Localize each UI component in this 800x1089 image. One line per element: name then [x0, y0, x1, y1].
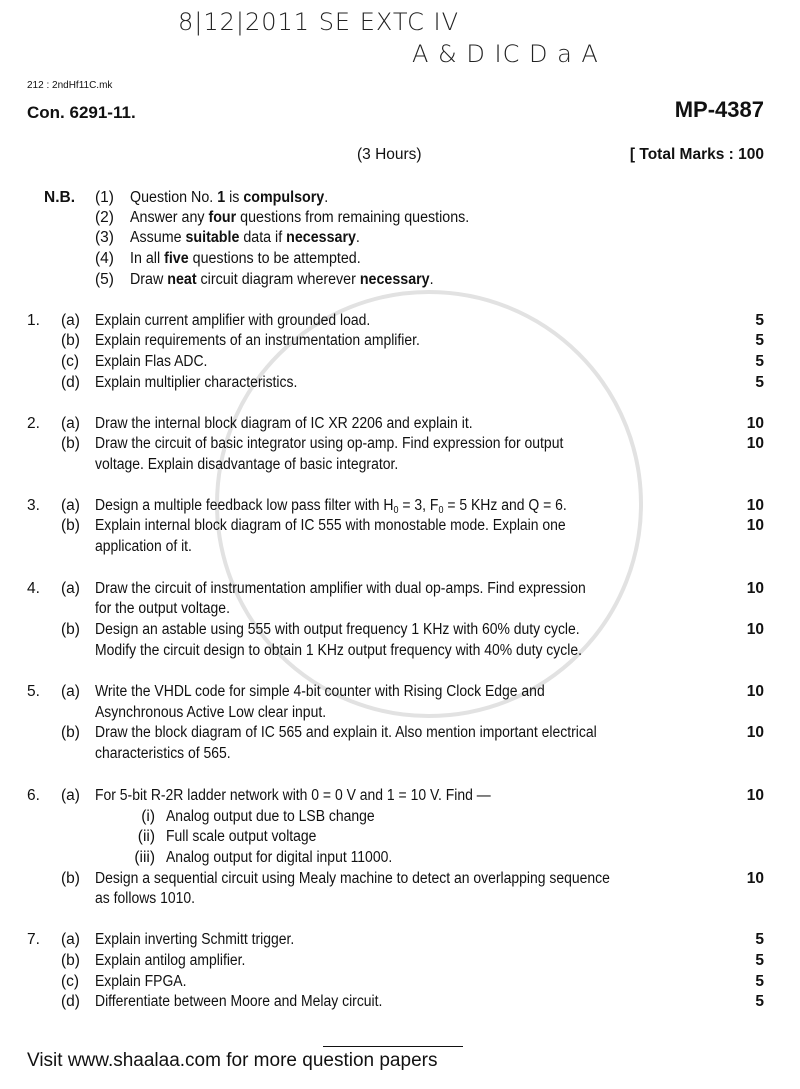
marks: 5: [755, 374, 764, 391]
nb-item-text: [130, 270, 434, 290]
footer-text: Visit www.shaalaa.com for more question papers: [27, 1050, 438, 1071]
question-1-line: [0, 311, 800, 331]
question-1-line: [0, 331, 800, 351]
subpart-line: [0, 807, 800, 827]
part-label: (b): [61, 870, 80, 887]
nb-item: [0, 228, 800, 248]
marks: 10: [746, 683, 764, 700]
marks: 10: [746, 870, 764, 887]
plain-text: .: [324, 189, 329, 206]
marks: 5: [755, 993, 764, 1010]
part-label: (a): [61, 787, 80, 804]
part-label: (b): [61, 435, 80, 452]
emphasis-text: necessary: [286, 229, 356, 246]
part-label: (b): [61, 621, 80, 638]
subpart-label: (ii): [137, 828, 155, 845]
nb-item: [0, 270, 800, 290]
plain-text: .: [429, 271, 434, 288]
question-7-line: [0, 992, 800, 1012]
question-text: Explain Flas ADC.: [95, 353, 208, 370]
emphasis-text: compulsory: [243, 189, 325, 206]
file-code: 212 : 2ndHf11C.mk: [27, 80, 113, 91]
question-5-line: [0, 744, 800, 764]
part-label: (b): [61, 332, 80, 349]
plain-text: questions from remaining questions.: [236, 209, 470, 226]
question-7-line: [0, 972, 800, 992]
plain-text: data if: [239, 229, 287, 246]
plain-text: .: [355, 229, 360, 246]
nb-item-number: (5): [95, 271, 114, 288]
part-label: (d): [61, 374, 80, 391]
question-text: Draw the circuit of instrumentation amplifier with dual op-amps. Find expression: [95, 580, 586, 597]
nb-item-text: [130, 228, 360, 248]
question-number: 7.: [27, 931, 40, 948]
plain-text: Assume: [130, 229, 186, 246]
question-text: characteristics of 565.: [95, 745, 231, 762]
question-text: as follows 1010.: [95, 890, 196, 907]
question-text: voltage. Explain disadvantage of basic integrator.: [95, 456, 399, 473]
question-text: Draw the circuit of basic integrator using op-amp. Find expression for output: [95, 435, 564, 452]
nb-item-text: [130, 188, 328, 208]
question-text: Design a multiple feedback low pass filter with $H_0 = 3$, $F_0 = 5$ KHz and Q = 6.: [95, 497, 567, 516]
question-text: application of it.: [95, 538, 192, 555]
subpart-line: [0, 848, 800, 868]
question-2-line: [0, 414, 800, 434]
nb-item-number: (2): [95, 209, 114, 226]
emphasis-text: necessary: [359, 271, 430, 288]
question-text: Differentiate between Moore and Melay circuit.: [95, 993, 383, 1010]
nb-item-number: (1): [95, 189, 114, 206]
marks: 10: [746, 415, 764, 432]
emphasis-text: four: [208, 209, 237, 226]
marks: 5: [755, 931, 764, 948]
question-text: Explain current amplifier with grounded load.: [95, 312, 371, 329]
part-label: (c): [61, 353, 80, 370]
question-5-line: [0, 723, 800, 743]
subpart-text: Full scale output voltage: [166, 828, 317, 845]
question-text: Explain internal block diagram of IC 555 with monostable mode. Explain one: [95, 517, 566, 534]
question-7-line: [0, 951, 800, 971]
question-number: 1.: [27, 312, 40, 329]
part-label: (a): [61, 497, 80, 514]
question-5-line: [0, 703, 800, 723]
duration: (3 Hours): [357, 146, 422, 163]
subpart-label: (i): [141, 808, 155, 825]
question-4-line: [0, 579, 800, 599]
nb-item: [0, 208, 800, 228]
total-marks: [ Total Marks : 100: [629, 146, 764, 163]
marks: 10: [746, 497, 764, 514]
question-2-line: [0, 434, 800, 454]
question-6-line: [0, 869, 800, 889]
paper-code: MP-4387: [674, 97, 764, 122]
nb-item-number: (3): [95, 229, 114, 246]
subpart-text: Analog output for digital input 11000.: [166, 849, 393, 866]
marks: 5: [755, 973, 764, 990]
question-text: Explain requirements of an instrumentation amplifier.: [95, 332, 420, 349]
question-6-line: [0, 786, 800, 806]
part-label: (b): [61, 517, 80, 534]
question-2-line: [0, 455, 800, 475]
emphasis-text: suitable: [185, 229, 240, 246]
question-text: Draw the block diagram of IC 565 and explain it. Also mention important electrical: [95, 724, 597, 741]
subpart-label: (iii): [134, 849, 155, 866]
plain-text: circuit diagram wherever: [196, 271, 360, 288]
question-3-line: [0, 496, 800, 516]
question-text: for the output voltage.: [95, 600, 230, 617]
handwritten-date-course: 8|12|2011 SE EXTC IV: [178, 8, 460, 36]
con-number: Con. 6291-11.: [27, 103, 136, 122]
question-3-line: [0, 516, 800, 536]
emphasis-text: 1: [217, 189, 226, 206]
subpart-line: [0, 827, 800, 847]
question-text: For 5-bit R-2R ladder network with 0 = 0 V and 1 = 10 V. Find —: [95, 787, 491, 804]
part-label: (a): [61, 580, 80, 597]
marks: 10: [746, 724, 764, 741]
part-label: (a): [61, 312, 80, 329]
marks: 5: [755, 952, 764, 969]
question-number: 2.: [27, 415, 40, 432]
marks: 10: [746, 621, 764, 638]
question-text: Explain FPGA.: [95, 973, 187, 990]
question-text: Design an astable using 555 with output frequency 1 KHz with 60% duty cycle.: [95, 621, 580, 638]
question-text: Explain inverting Schmitt trigger.: [95, 931, 295, 948]
marks: 10: [746, 787, 764, 804]
question-3-line: [0, 537, 800, 557]
question-4-line: [0, 620, 800, 640]
marks: 5: [755, 312, 764, 329]
subpart-text: Analog output due to LSB change: [166, 808, 375, 825]
part-label: (a): [61, 931, 80, 948]
nb-item: [0, 249, 800, 269]
question-5-line: [0, 682, 800, 702]
question-text: Explain multiplier characteristics.: [95, 374, 298, 391]
part-label: (c): [61, 973, 80, 990]
question-1-line: [0, 373, 800, 393]
marks: 10: [746, 580, 764, 597]
part-label: (b): [61, 952, 80, 969]
question-text: Explain antilog amplifier.: [95, 952, 246, 969]
question-6-line: [0, 889, 800, 909]
question-text: Design a sequential circuit using Mealy machine to detect an overlapping sequence: [95, 870, 610, 887]
question-text: Write the VHDL code for simple 4-bit counter with Rising Clock Edge and: [95, 683, 545, 700]
question-7-line: [0, 930, 800, 950]
plain-text: In all: [130, 250, 165, 267]
question-4-line: [0, 641, 800, 661]
part-label: (a): [61, 683, 80, 700]
question-1-line: [0, 352, 800, 372]
question-number: 6.: [27, 787, 40, 804]
emphasis-text: neat: [167, 271, 197, 288]
marks: 5: [755, 353, 764, 370]
plain-text: Draw: [130, 271, 168, 288]
plain-text: Question No.: [130, 189, 218, 206]
plain-text: is: [225, 189, 244, 206]
nb-item: [0, 188, 800, 208]
emphasis-text: five: [164, 250, 189, 267]
marks: 5: [755, 332, 764, 349]
question-4-line: [0, 599, 800, 619]
nb-item-text: [130, 249, 361, 269]
question-number: 3.: [27, 497, 40, 514]
question-text: Draw the internal block diagram of IC XR 2206 and explain it.: [95, 415, 473, 432]
question-text: Asynchronous Active Low clear input.: [95, 704, 327, 721]
marks: 10: [746, 435, 764, 452]
question-number: 4.: [27, 580, 40, 597]
nb-item-text: [130, 208, 469, 228]
plain-text: questions to be attempted.: [188, 250, 361, 267]
part-label: (b): [61, 724, 80, 741]
part-label: (a): [61, 415, 80, 432]
part-label: (d): [61, 993, 80, 1010]
plain-text: Answer any: [130, 209, 209, 226]
question-number: 5.: [27, 683, 40, 700]
nb-label: N.B.: [44, 189, 75, 206]
marks: 10: [746, 517, 764, 534]
nb-item-number: (4): [95, 250, 114, 267]
question-text: Modify the circuit design to obtain 1 KHz output frequency with 40% duty cycle.: [95, 642, 582, 659]
handwritten-subject: A & D IC D a A: [412, 40, 599, 68]
end-rule: [323, 1046, 463, 1047]
